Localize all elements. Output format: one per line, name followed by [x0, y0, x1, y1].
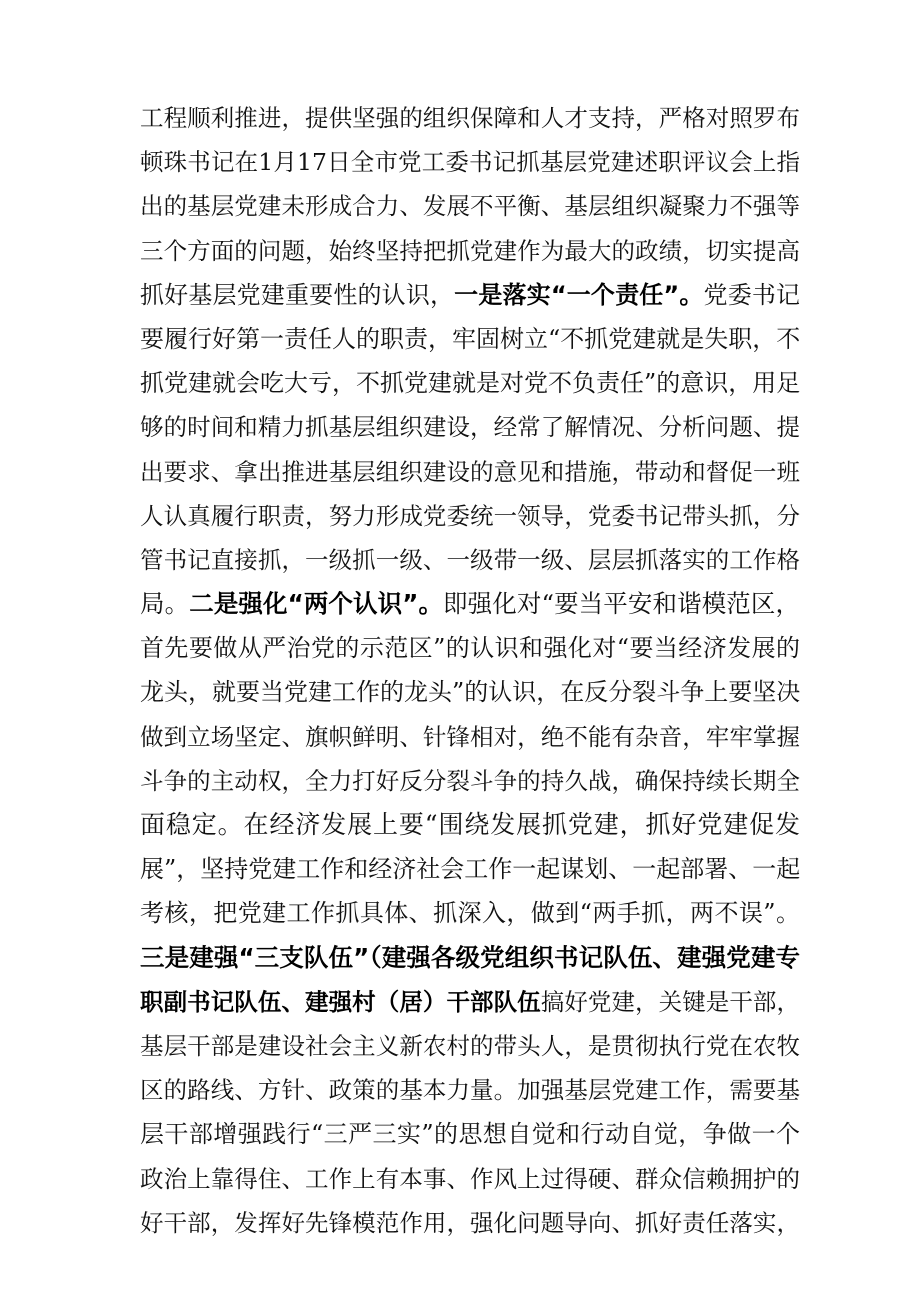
text-line: 人认真履行职责，努力形成党委统一领导，党委书记带头抓，分 — [140, 501, 800, 530]
text-line: 出的基层党建未形成合力、发展不平衡、基层组织凝聚力不强等 — [140, 192, 800, 221]
text-line: 龙头，就要当党建工作的龙头”的认识，在反分裂斗争上要坚决 — [140, 678, 801, 707]
text-line: 层干部增强践行“三严三实”的思想自觉和行动自觉，争做一个 — [140, 1120, 800, 1149]
text-line: 工程顺利推进，提供坚强的组织保障和人才支持，严格对照罗布 — [140, 104, 800, 132]
text-line: 职副书记队伍、建强村（居）干部队伍搞好党建，关键是干部， — [140, 987, 801, 1016]
text-line: 面稳定。在经济发展上要“围绕发展抓党建，抓好党建促发 — [140, 810, 800, 839]
text-line: 首先要做从严治党的示范区”的认识和强化对“要当经济发展的 — [140, 634, 800, 663]
text-line: 抓党建就会吃大亏，不抓党建就是对党不负责任”的意识，用足 — [140, 369, 801, 398]
text-line: 管书记直接抓，一级抓一级、一级带一级、层层抓落实的工作格 — [140, 545, 800, 574]
text-line: 斗争的主动权，全力打好反分裂斗争的持久战，确保持续长期全 — [140, 766, 800, 795]
text-line: 抓好基层党建重要性的认识，一是落实“一个责任”。党委书记 — [140, 280, 801, 309]
text-line: 好干部，发挥好先锋模范作用，强化问题导向、抓好责任落实， — [140, 1208, 800, 1237]
bold-heading: 职副书记队伍、建强村（居）干部队伍 — [140, 987, 541, 1016]
text-line: 局。二是强化“两个认识”。即强化对“要当平安和谐模范区， — [140, 589, 800, 619]
text-line: 考核，把党建工作抓具体、抓深入，做到“两手抓，两不误”。 — [140, 899, 800, 928]
text-line: 基层干部是建设社会主义新农村的带头人，是贯彻执行党在农牧 — [140, 1031, 800, 1060]
text-line: 展”，坚持党建工作和经济社会工作一起谋划、一起部署、一起 — [140, 855, 801, 884]
text-line: 出要求、拿出推进基层组织建设的意见和措施，带动和督促一班 — [140, 457, 800, 486]
text-line: 顿珠书记在1月17日全市党工委书记抓基层党建述职评议会上指 — [140, 148, 800, 177]
text-line: 够的时间和精力抓基层组织建设，经常了解情况、分析问题、提 — [140, 413, 800, 442]
bold-heading: 一是落实“一个责任”。 — [454, 280, 704, 309]
text-line: 三个方面的问题，始终坚持把抓党建作为最大的政绩，切实提高 — [140, 236, 800, 265]
text-line: 政治上靠得住、工作上有本事、作风上过得硬、群众信赖拥护的 — [140, 1164, 800, 1193]
body-text — [140, 96, 800, 1245]
text-line: 区的路线、方针、政策的基本力量。加强基层党建工作，需要基 — [140, 1076, 800, 1105]
bold-heading: 二是强化“两个认识”。 — [189, 589, 444, 619]
text-line — [140, 936, 800, 980]
text-line: 做到立场坚定、旗帜鲜明、针锋相对，绝不能有杂音，牢牢掌握 — [140, 722, 800, 751]
text-line: 要履行好第一责任人的职责，牢固树立“不抓党建就是失职，不 — [140, 324, 801, 353]
bold-heading: 三是建强“三支队伍”（建强各级党组织书记队伍、建强党建专 — [140, 942, 800, 972]
